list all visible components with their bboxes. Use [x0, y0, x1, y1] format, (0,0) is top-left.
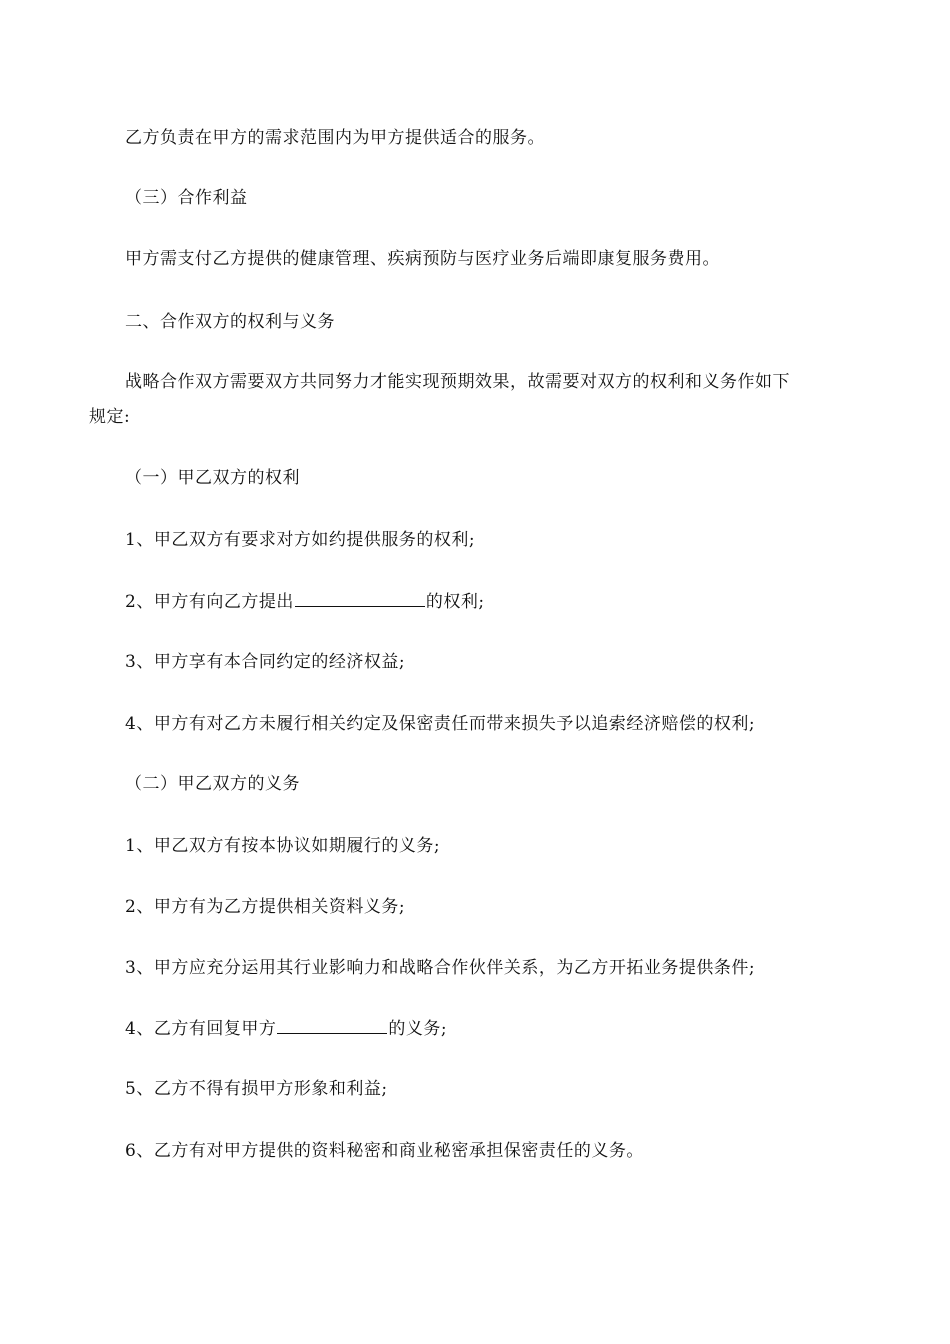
rights-item-4: 4、甲方有对乙方未履行相关约定及保密责任而带来损失予以追索经济赔偿的权利; [125, 714, 756, 734]
obligations-item-4-prefix: 4、乙方有回复甲方 [125, 1019, 277, 1039]
paragraph-strategic-intro-line2: 规定: [89, 407, 131, 427]
obligations-item-5: 5、乙方不得有损甲方形象和利益; [125, 1079, 388, 1099]
obligations-item-3: 3、甲方应充分运用其行业影响力和战略合作伙伴关系，为乙方开拓业务提供条件; [125, 958, 756, 978]
heading-obligations: （二）甲乙双方的义务 [125, 774, 300, 794]
obligations-item-1: 1、甲乙双方有按本协议如期履行的义务; [125, 836, 441, 856]
paragraph-service-scope: 乙方负责在甲方的需求范围内为甲方提供适合的服务。 [125, 128, 545, 148]
obligations-item-4-suffix: 的义务; [388, 1019, 448, 1039]
fill-in-blank [277, 1017, 387, 1034]
paragraph-strategic-intro-line1: 战略合作双方需要双方共同努力才能实现预期效果，故需要对双方的权利和义务作如下 [125, 372, 790, 392]
heading-rights: （一）甲乙双方的权利 [125, 468, 300, 488]
heading-cooperation-benefits: （三）合作利益 [125, 188, 248, 208]
obligations-item-4 [125, 1017, 447, 1040]
rights-item-2-prefix: 2、甲方有向乙方提出 [125, 592, 294, 612]
rights-item-2 [125, 590, 485, 613]
heading-rights-and-obligations: 二、合作双方的权利与义务 [125, 312, 335, 332]
obligations-item-2: 2、甲方有为乙方提供相关资料义务; [125, 897, 406, 917]
rights-item-3: 3、甲方享有本合同约定的经济权益; [125, 652, 406, 672]
obligations-item-6: 6、乙方有对甲方提供的资料秘密和商业秘密承担保密责任的义务。 [125, 1141, 644, 1161]
paragraph-payment: 甲方需支付乙方提供的健康管理、疾病预防与医疗业务后端即康复服务费用。 [125, 249, 720, 269]
rights-item-2-suffix: 的权利; [425, 592, 485, 612]
fill-in-blank [295, 590, 425, 607]
rights-item-1: 1、甲乙双方有要求对方如约提供服务的权利; [125, 530, 476, 550]
